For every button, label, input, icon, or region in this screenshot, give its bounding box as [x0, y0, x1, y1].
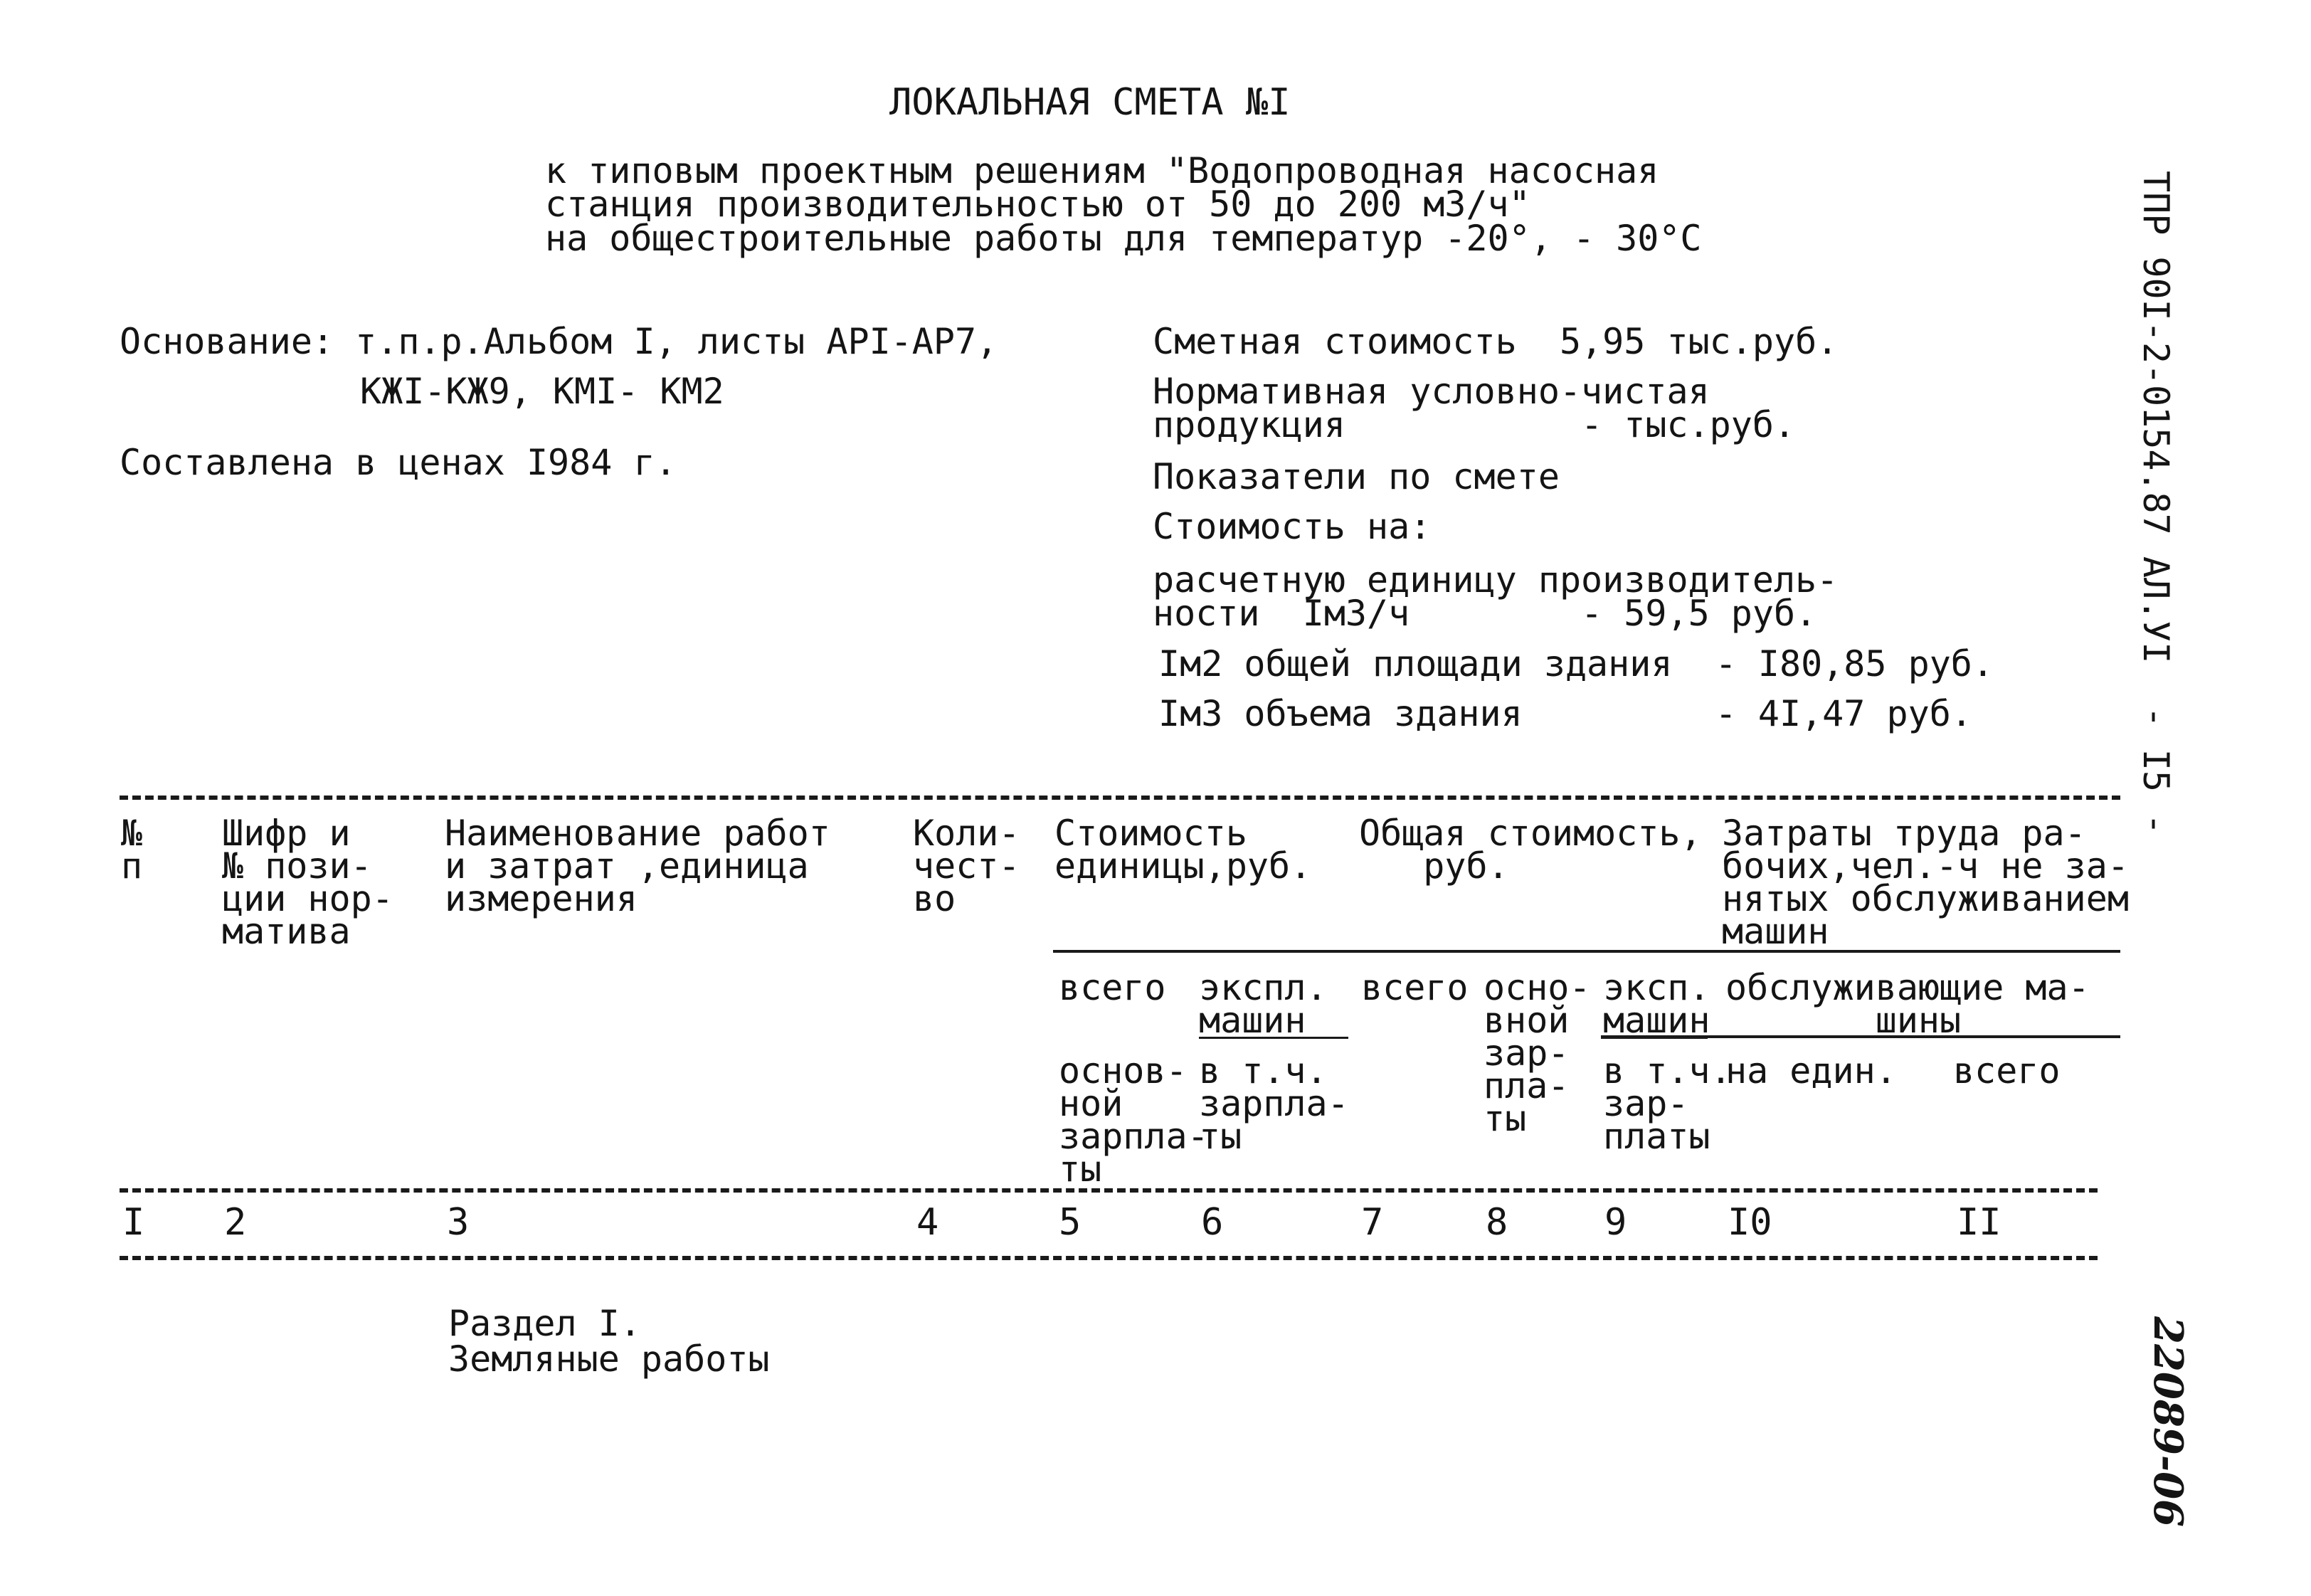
sub-machines-2: эксп. машин — [1603, 967, 1710, 1041]
basis-line-1: Основание: т.п.р.Альбом I, листы АРI-АР7, — [120, 321, 998, 362]
section-subtitle: Земляные работы — [448, 1338, 770, 1380]
col-unit-cost-header: Стоимость единицы,руб. — [1054, 813, 1312, 887]
col-num-4: 4 — [916, 1201, 939, 1244]
prices-year: Составлена в ценах I984 г. — [120, 442, 677, 483]
col-num-2: 2 — [224, 1201, 247, 1244]
col-num-10: I0 — [1728, 1201, 1772, 1244]
estimated-cost: Сметная стоимость 5,95 тыс.руб. — [1153, 321, 1839, 362]
norm-product-line-2: продукция - тыс.руб. — [1153, 404, 1796, 445]
table-top-rule — [120, 796, 2120, 800]
basis-line-2: КЖI-КЖ9, КМI- КМ2 — [360, 371, 724, 412]
unit-capacity-line-1: расчетную единицу производитель- — [1153, 559, 1839, 601]
col-num-9: 9 — [1604, 1201, 1627, 1244]
unit-capacity-line-2: ности Iм3/ч - 59,5 руб. — [1153, 593, 1817, 634]
col-num-8: 8 — [1486, 1201, 1508, 1244]
sub-total-2: всего — [1361, 967, 1469, 1008]
area-indicator: Iм2 общей площади здания - I80,85 руб. — [1158, 643, 1994, 685]
cost-on-heading: Стоимость на: — [1153, 506, 1432, 547]
sub-machines-1: экспл. машин — [1199, 967, 1328, 1041]
col-name-header: Наименование работ и затрат ,единица измерения — [445, 813, 830, 919]
col-number-header: № п — [121, 813, 143, 887]
sub-all: всего — [1953, 1050, 2061, 1092]
sub-incl-salary-2: в т.ч. зар- платы — [1603, 1050, 1732, 1157]
col-num-7: 7 — [1361, 1201, 1384, 1244]
side-handwritten-number: 22089-06 — [2145, 1316, 2191, 1527]
side-document-code: ТПР 90I-2-0154.87 АЛ.УI - I5 - — [2135, 171, 2177, 835]
sub-incl-salary-1: в т.ч. зарпла- ты — [1199, 1050, 1349, 1157]
subtitle-line-1: к типовым проектным решениям "Водопроводная насосная — [545, 150, 1659, 191]
norm-product-line-1: Нормативная условно-чистая — [1153, 371, 1710, 412]
col-num-1: I — [122, 1201, 145, 1244]
col-code-header: Шифр и № пози- ции нор- матива — [222, 813, 393, 952]
col-labor-header: Затраты труда ра- бочих,чел.-ч не за- нятых обслуживанием машин — [1722, 813, 2129, 952]
col-num-3: 3 — [447, 1201, 470, 1244]
sub-serving-machines: обслуживающие ма- шины — [1725, 967, 2090, 1041]
sub-basic-salary-1: основ- ной зарпла- ты — [1059, 1050, 1209, 1190]
sub-basic-salary-2: осно- вной зар- пла- ты — [1484, 967, 1591, 1139]
document-title: ЛОКАЛЬНАЯ СМЕТА №I — [889, 81, 1291, 124]
section-title: Раздел I. — [448, 1303, 641, 1344]
table-header-bottom-rule — [120, 1188, 2098, 1193]
sub-total-1: всего — [1059, 967, 1166, 1008]
col-total-cost-header: Общая стоимость, руб. — [1359, 813, 1702, 887]
col-num-11: II — [1957, 1201, 2001, 1244]
col-num-6: 6 — [1201, 1201, 1224, 1244]
col-num-5: 5 — [1059, 1201, 1082, 1244]
col-quantity-header: Коли- чест- во — [913, 813, 1020, 919]
subtitle-line-2: станция производительностью от 50 до 200 м3/ч" — [545, 184, 1530, 225]
sub-per-unit: на един. — [1725, 1050, 1897, 1092]
indicators-heading: Показатели по смете — [1153, 456, 1560, 497]
table-numbers-bottom-rule — [120, 1256, 2098, 1260]
volume-indicator: Iм3 объема здания - 4I,47 руб. — [1158, 693, 1972, 734]
subtitle-line-3: на общестроительные работы для температур -20°, - 30°С — [545, 218, 1702, 259]
table-subheader-rule — [1053, 950, 2120, 953]
